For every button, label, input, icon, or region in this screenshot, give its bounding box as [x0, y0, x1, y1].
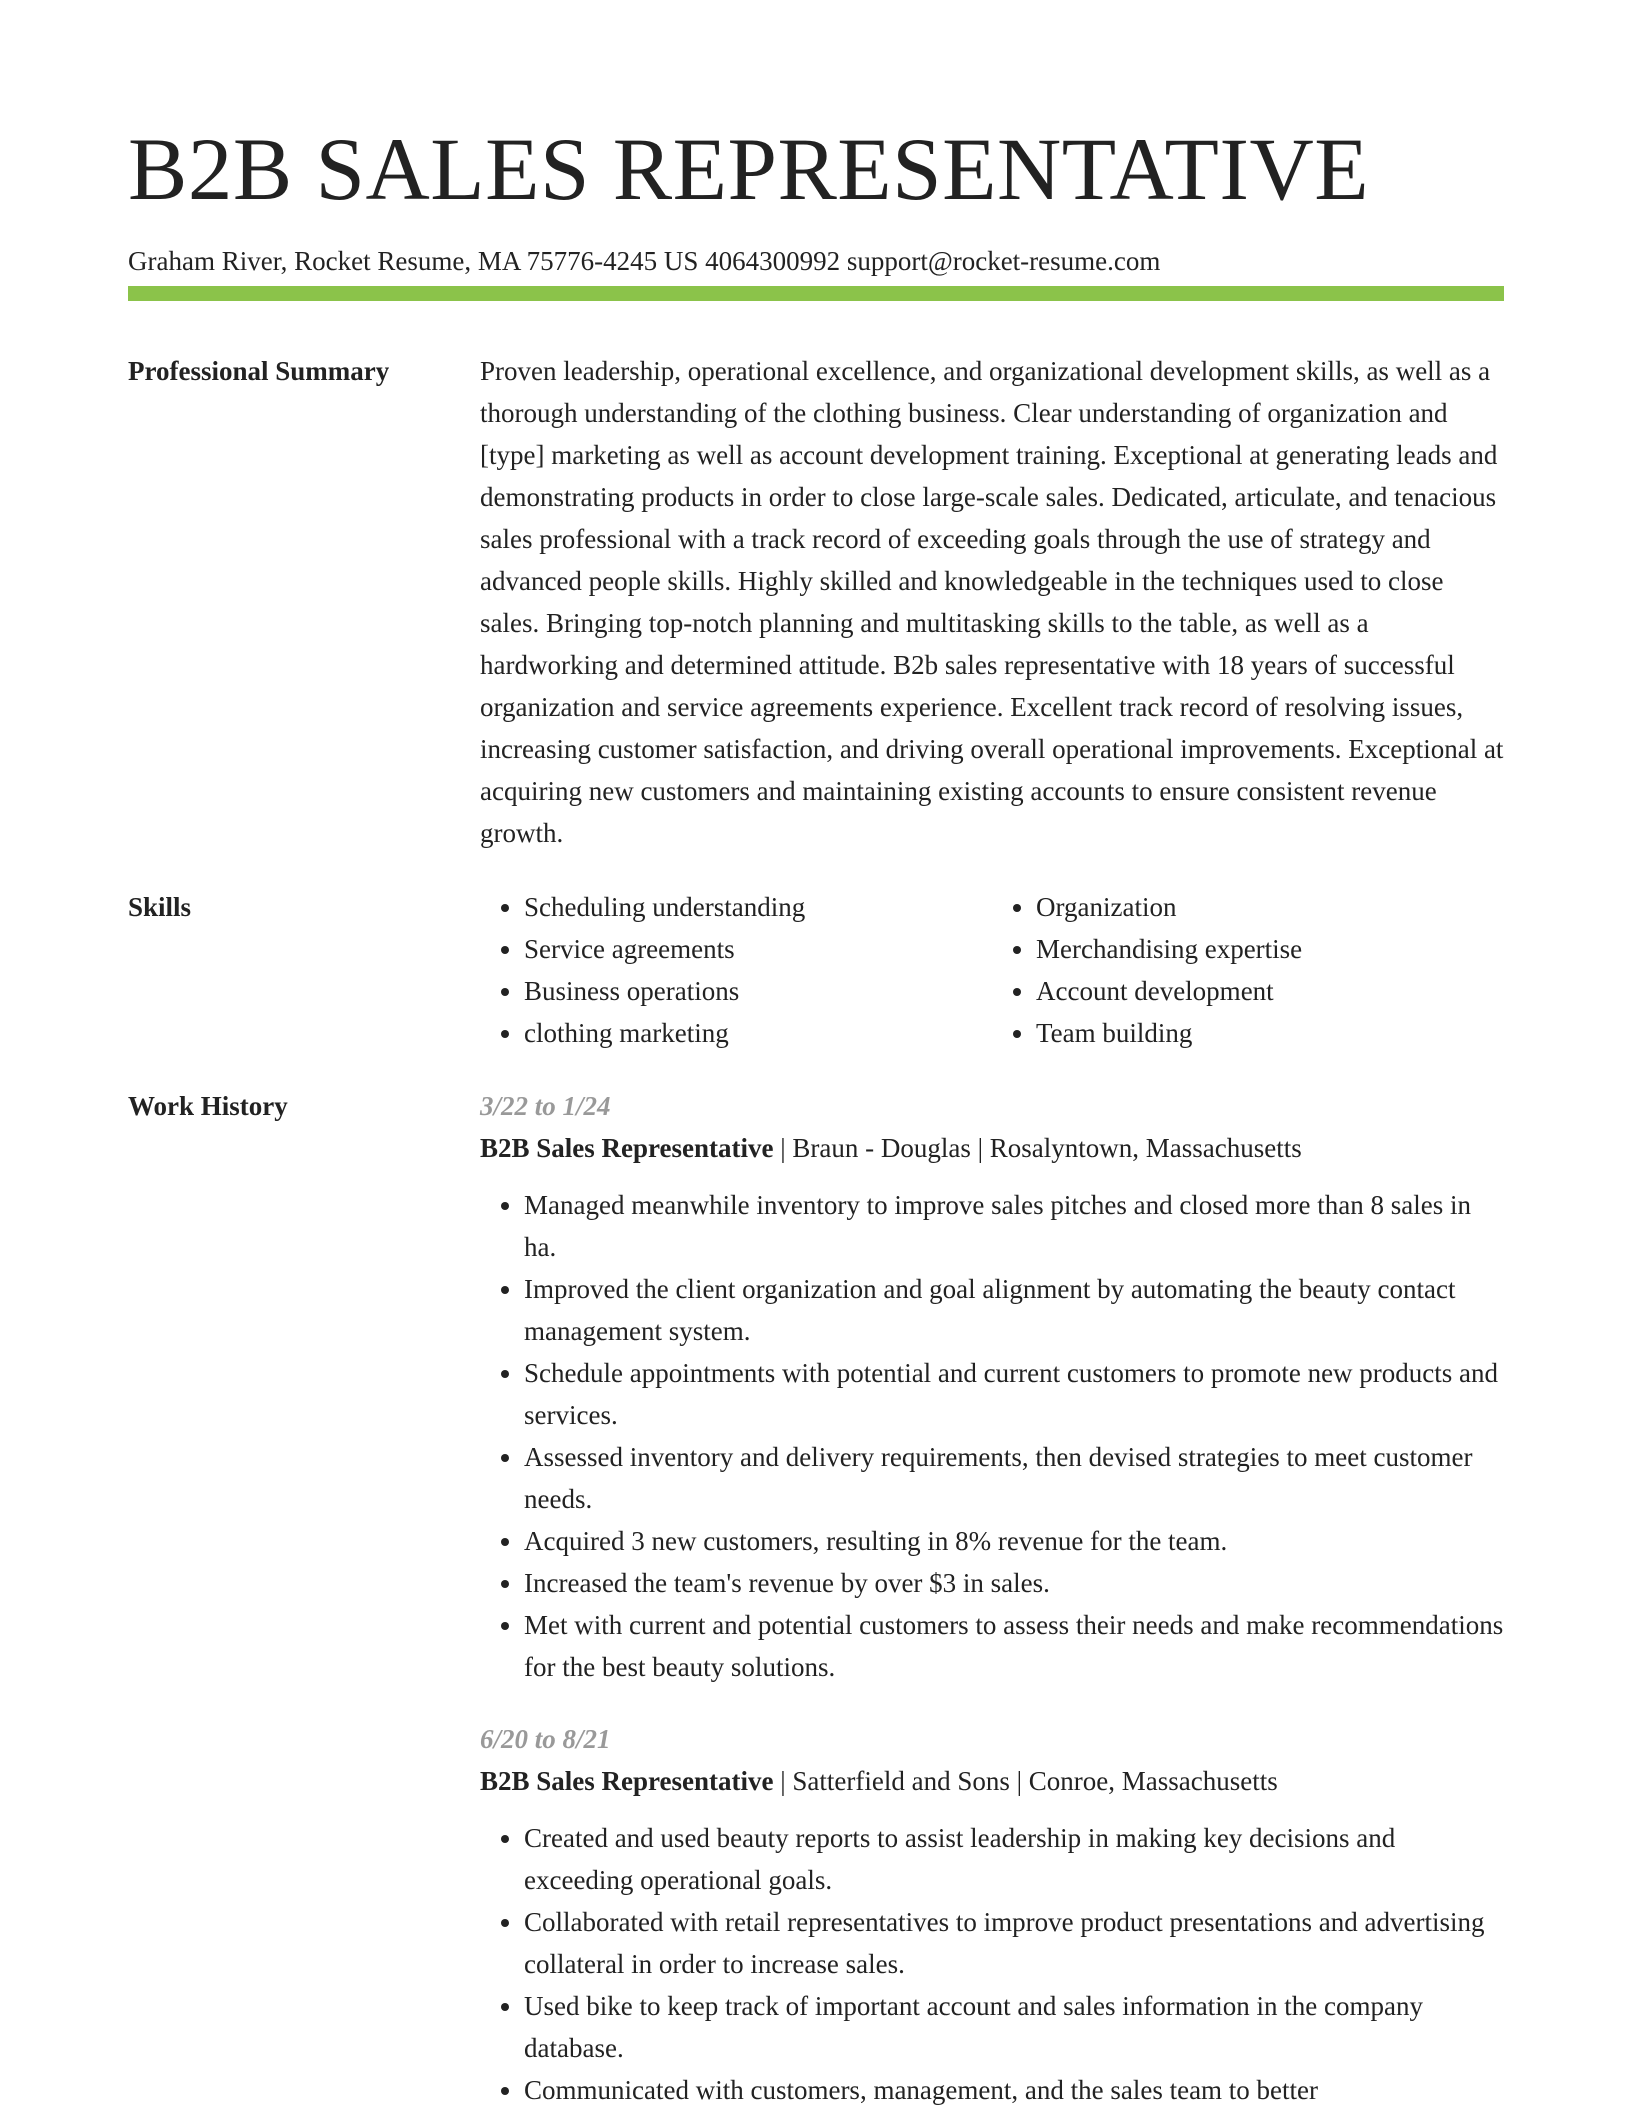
resume-header [128, 118, 1504, 278]
skills-label: Skills [128, 892, 192, 922]
skills-columns [480, 886, 1504, 1054]
job-dates: 6/20 to 8/21 [480, 1724, 611, 1754]
skill-item: • Merchandising expertise [1036, 928, 1504, 970]
skills-column-1 [480, 886, 992, 1054]
job-bullet: • Assessed inventory and delivery requirements, then devised strategies to meet customer needs. [524, 1436, 1504, 1520]
job-bullet: • Created and used beauty reports to assist leadership in making key decisions and exceeding operational goals. [524, 1817, 1504, 1901]
job-bullet: • Increased the team's revenue by over $3 in sales. [524, 1562, 1504, 1604]
job-heading [480, 1760, 1504, 1802]
job-details: | Braun - Douglas | Rosalyntown, Massachusetts [773, 1133, 1302, 1163]
contact-line: Graham River, Rocket Resume, MA 75776-4245 US 4064300992 support@rocket-resume.com [128, 246, 1161, 276]
job-dates: 3/22 to 1/24 [480, 1091, 611, 1121]
job-entry [480, 1085, 1504, 1688]
job-details: | Satterfield and Sons | Conroe, Massachusetts [773, 1766, 1278, 1796]
skill-item: • Team building [1036, 1012, 1504, 1054]
work-history-body [480, 1085, 1504, 2112]
job-bullet: • Acquired 3 new customers, resulting in 8% revenue for the team. [524, 1520, 1504, 1562]
summary-body [480, 350, 1504, 854]
skill-item: • Scheduling understanding [524, 886, 992, 928]
job-bullet: • Met with current and potential customers to assess their needs and make recommendations for the best beauty solutions. [524, 1604, 1504, 1688]
job-bullet: • Schedule appointments with potential and current customers to promote new products and services. [524, 1352, 1504, 1436]
job-bullets [480, 1817, 1504, 2111]
job-title: B2B Sales Representative [480, 1133, 774, 1163]
job-bullet: • Managed meanwhile inventory to improve sales pitches and closed more than 8 sales in ha. [524, 1184, 1504, 1268]
skill-item: • Account development [1036, 970, 1504, 1012]
document-title: B2B SALES REPRESENTATIVE [128, 121, 1370, 219]
skills-body [480, 886, 1504, 1054]
header-divider [128, 286, 1504, 301]
job-entry [480, 1718, 1504, 2111]
summary-label: Professional Summary [128, 356, 390, 386]
job-bullets [480, 1184, 1504, 1688]
skill-item: • Organization [1036, 886, 1504, 928]
job-bullet: • Improved the client organization and goal alignment by automating the beauty contact management system. [524, 1268, 1504, 1352]
job-heading [480, 1127, 1504, 1169]
skill-item: • Service agreements [524, 928, 992, 970]
job-title: B2B Sales Representative [480, 1766, 774, 1796]
summary-text: Proven leadership, operational excellence, and organizational development skills, as well as a thorough understanding of the clothing business. Clear understanding of organization and [type] marketing as well as account development training. Exceptional at generating leads and demonstrating products in order to close large-scale sales. Dedicated, articulate, and tenacious sales professional with a track record of exceeding goals through the use of strategy and advanced people skills. Highly skilled and knowledgeable in the techniques used to close sales. Bringing top-notch planning and multitasking skills to the table, as well as a hardworking and determined attitude. B2b sales representative with 18 years of successful organization and service agreements experience. Excellent track record of resolving issues, increasing customer satisfaction, and driving overall operational improvements. Exceptional at acquiring new customers and maintaining existing accounts to ensure consistent revenue growth. [480, 356, 1504, 848]
job-bullet: • Communicated with customers, management, and the sales team to better [524, 2069, 1504, 2111]
job-bullet: • Collaborated with retail representatives to improve product presentations and advertising collateral in order to increase sales. [524, 1901, 1504, 1985]
skill-item: • clothing marketing [524, 1012, 992, 1054]
skill-item: • Business operations [524, 970, 992, 1012]
skills-column-2 [992, 886, 1504, 1054]
work-history-label: Work History [128, 1091, 288, 1121]
job-bullet: • Used bike to keep track of important account and sales information in the company database. [524, 1985, 1504, 2069]
